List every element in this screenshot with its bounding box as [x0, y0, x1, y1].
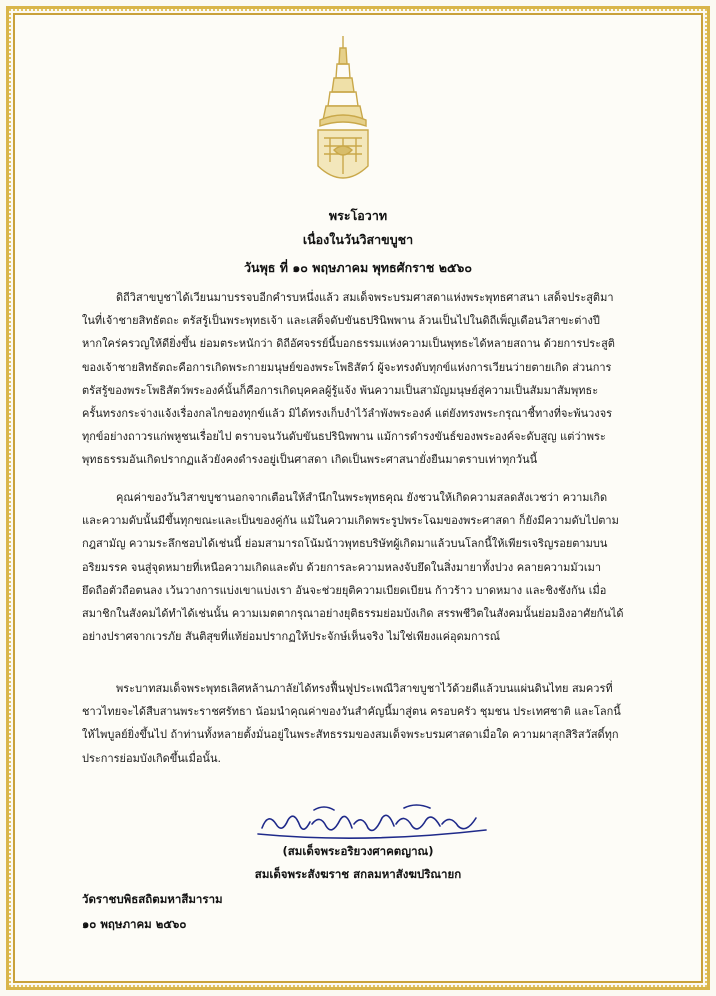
paragraph-line: คุณค่าของวันวิสาขบูชานอกจากเตือนให้สำนึกในพระพุทธคุณ ยังชวนให้เกิดความสลดสังเวชว่า ความเกิด: [116, 491, 608, 504]
paragraph-line: ให้ไพบูลย์ยิ่งขึ้นไป ถ้าท่านทั้งหลายตั้งมั่นอยู่ในพระสัทธรรมของสมเด็จพระบรมศาสดาเมื่อใด ความผาสุกสิริสวัสดิ์ทุก: [82, 728, 619, 742]
paragraph-line: ยึดถือตัวถือตนลง เว้นวางการแบ่งเขาแบ่งเรา อันจะช่วยยุติความเบียดเบียน ก้าวร้าว บาดหมาง และชิงชังกัน เมื่อ: [82, 583, 607, 597]
paragraph-3: [82, 677, 642, 770]
paragraph-line: อย่างปราศจากเวรภัย สันติสุขที่แท้ย่อมปรากฏให้ประจักษ์เห็นจริง ไม่ใช่เพียงแค่อุดมการณ์: [82, 630, 500, 644]
paragraph-line: กฎสามัญ ความระลึกชอบได้เช่นนี้ ย่อมสามารถโน้มน้าวพุทธบริษัทผู้เกิดมาแล้วบนโลกนี้ให้เพียรเจริญรอยตามบน: [82, 537, 608, 551]
paragraph-line: พุทธธรรมอันเกิดปรากฏแล้วยังคงดำรงอยู่เป็นศาสดา เกิดเป็นพระศาสนายั่งยืนมาตราบเท่าทุกวันนี้: [82, 453, 538, 467]
signatory-title: สมเด็จพระสังฆราช สกลมหาสังฆปริณายก: [254, 867, 462, 881]
issuing-temple: วัดราชบพิธสถิตมหาสีมาราม: [82, 892, 223, 906]
paragraph-line: พระบาทสมเด็จพระพุทธเลิศหล้านภาลัยได้ทรงฟื้นฟูประเพณีวิสาขบูชาไว้ด้วยดีแล้วบนแผ่นดินไทย สมควรที่: [116, 682, 613, 695]
paragraph-line: อริยมรรค จนสู่จุดหมายที่เหนือความเกิดและดับ ด้วยการละความหลงจับยึดในสิ่งมายาทั้งปวง คลายความมัวเมา: [82, 560, 602, 574]
paragraph-2: [82, 486, 642, 648]
document-title: พระโอวาท: [328, 208, 388, 223]
paragraph-line: ตรัสรู้ของพระโพธิสัตว์พระองค์นั้นก็คือการเกิดบุคคลผู้รู้แจ้ง พ้นความเป็นสามัญมนุษย์สู่ความเป็นสัมมาสัมพุทธะ: [82, 383, 599, 397]
paragraph-line: ในที่เจ้าชายสิทธัตถะ ตรัสรู้เป็นพระพุทธเจ้า และเสด็จดับขันธปรินิพพาน ล้วนเป็นไปในดิถีเพ็ญเดือนวิสาขะต่างปี: [82, 314, 600, 328]
handwritten-signature: [254, 800, 494, 846]
paragraph-line: สมาชิกในสังคมได้ทำได้เช่นนั้น ความเมตตากรุณาอย่างยุติธรรมย่อมบังเกิด สรรพชีวิตในสังคมนั้นย่อมอิงอาศัยกันได้: [82, 607, 624, 621]
paragraph-line: หากใคร่ครวญให้ดียิ่งขึ้น ย่อมตระหนักว่า ดิถีอัศจรรย์นี้บอกธรรมแห่งความเป็นพุทธะได้หลายสถาน ด้วยการประสูติ: [82, 337, 615, 351]
royal-emblem-icon: [312, 34, 374, 192]
paragraph-1: [82, 286, 642, 472]
paragraph-line: ทุกข์อย่างถาวรแก่พหูชนเรื่อยไป ตราบจนวันดับขันธปรินิพพาน แม้การดำรงขันธ์ของพระองค์จะดับสูญ แต่ว่าพระ: [82, 430, 606, 444]
paragraph-line: ชาวไทยจะได้สืบสานพระราชศรัทธา น้อมนำคุณค่าของวันสำคัญนี้มาสู่ตน ครอบครัว ชุมชน ประเทศชาติ และโลกนี้: [82, 705, 621, 719]
signatory-name: (สมเด็จพระอริยวงศาคตญาณ): [282, 844, 434, 858]
paragraph-line: และความดับนั้นมีขึ้นทุกขณะและเป็นของคู่กัน แม้ในความเกิดพระรูปพระโฉมของพระศาสดา ก็ยังมีความดับไปตาม: [82, 514, 619, 528]
document-subtitle: เนื่องในวันวิสาขบูชา: [302, 232, 414, 247]
document-date-line: วันพุธ ที่ ๑๐ พฤษภาคม พุทธศักราช ๒๕๖๐: [244, 260, 472, 275]
paragraph-line: ดิถีวิสาขบูชาได้เวียนมาบรรจบอีกคำรบหนึ่งแล้ว สมเด็จพระบรมศาสดาแห่งพระพุทธศาสนา เสด็จประสูติมา: [116, 291, 614, 304]
issue-date: ๑๐ พฤษภาคม ๒๕๖๐: [82, 917, 187, 931]
paragraph-line: ครั้นทรงกระจ่างแจ้งเรื่องกลไกของทุกข์แล้ว มิได้ทรงเก็บงำไว้ลำพังพระองค์ แต่ยังทรงพระกรุณาชี้ทางที่จะพ้นวงจร: [82, 407, 613, 421]
paragraph-line: ประการย่อมบังเกิดขึ้นเมื่อนั้น.: [82, 751, 221, 765]
paragraph-line: ของเจ้าชายสิทธัตถะคือการเกิดพระกายมนุษย์ของพระโพธิสัตว์ ผู้จะทรงดับทุกข์แห่งการเวียนว่ายตายเกิด ส่วนการ: [82, 360, 612, 374]
